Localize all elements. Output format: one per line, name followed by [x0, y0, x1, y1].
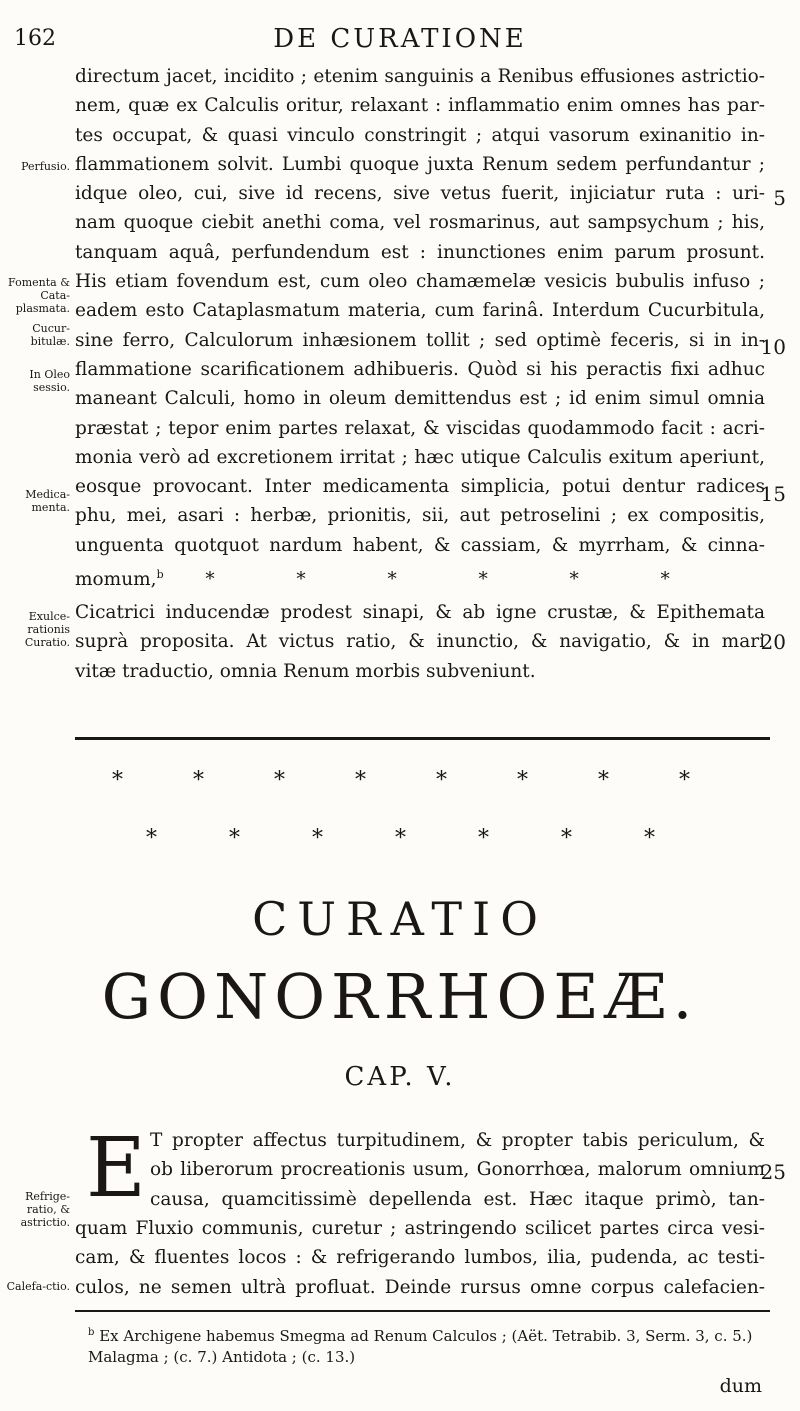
ornament-asterisk: * — [436, 768, 447, 793]
text-line: nem, quæ ex Calculis oritur, relaxant : inflammatio enim omnes has par- — [75, 95, 765, 117]
text-line: eadem esto Cataplasmatum materia, cum farinâ. Interdum Cucurbitula, — [75, 300, 765, 322]
running-head: DE CURATIONE — [273, 24, 527, 54]
line-number: 10 — [760, 335, 786, 359]
lacuna-asterisk: * — [205, 569, 215, 591]
text-line: culos, ne semen ultrà profluat. Deinde rursus omne corpus calefacien- — [75, 1276, 765, 1298]
lacuna-asterisk: * — [387, 569, 397, 591]
text-line: suprà proposita. At victus ratio, & inunctio, & navigatio, & in mari — [75, 631, 765, 653]
text-line: idque oleo, cui, sive id recens, sive vetus fuerit, injiciatur ruta : uri- — [75, 183, 765, 205]
drop-cap: E — [86, 1121, 146, 1216]
ornament-asterisk: * — [229, 826, 240, 851]
footnote-line: Malagma ; (c. 7.) Antidota ; (c. 13.) — [88, 1348, 356, 1366]
lacuna-asterisk: * — [478, 569, 488, 591]
page-number: 162 — [14, 26, 56, 51]
margin-note: Exulce-rationis Curatio. — [24, 610, 70, 649]
chapter-heading: CAP. V. — [344, 1062, 456, 1092]
text-line-with-asterisks — [75, 560, 765, 589]
text-line: tanquam aquâ, perfundendum est : inunctiones enim parum prosunt. — [75, 241, 765, 263]
section-title-line1: CURATIO — [252, 892, 548, 946]
footnote-marker: b — [156, 568, 164, 582]
line-number: 20 — [760, 630, 786, 654]
text-line: phu, mei, asari : herbæ, prionitis, sii, aut petroselini ; ex compositis, — [75, 505, 765, 527]
text-line: nam quoque ciebit anethi coma, vel rosmarinus, aut sampsychum ; his, — [75, 212, 765, 234]
ornament-asterisk: * — [478, 826, 489, 851]
margin-note: Medica-menta. — [25, 488, 70, 514]
lacuna-asterisk: * — [569, 569, 579, 591]
ornament-asterisk: * — [355, 768, 366, 793]
ornament-asterisk: * — [644, 826, 655, 851]
ornament-asterisk: * — [112, 768, 123, 793]
paragraph-cicatrix — [75, 598, 765, 686]
footnote-line — [88, 1322, 768, 1347]
margin-note: Cucur-bitulæ. — [30, 322, 70, 348]
margin-note: Refrige-ratio, & astrictio. — [20, 1190, 70, 1229]
text-line: ob liberorum procreationis usum, Gonorrhœa, malorum omnium — [150, 1159, 765, 1181]
lacuna-asterisk: * — [660, 569, 670, 591]
catchword: dum — [719, 1375, 762, 1397]
line-number: 25 — [760, 1160, 786, 1184]
text-line: eosque provocant. Inter medicamenta simplicia, potui dentur radices — [75, 476, 765, 498]
ornament-asterisk: * — [517, 768, 528, 793]
text-line: vitæ traductio, omnia Renum morbis subveniunt. — [75, 660, 536, 682]
margin-note: In Oleo sessio. — [29, 368, 70, 394]
text-line: His etiam fovendum est, cum oleo chamæmelæ vesicis bubulis infuso ; — [75, 271, 765, 293]
lacuna-asterisk: * — [296, 569, 306, 591]
line-number: 5 — [773, 186, 786, 210]
text-line: T propter affectus turpitudinem, & propter tabis periculum, & — [150, 1130, 765, 1151]
text-line: flammationem solvit. Lumbi quoque juxta Renum sedem perfundantur ; — [75, 153, 765, 175]
text-line: præstat ; tepor enim partes relaxat, & viscidas quodammodo facit : acri- — [75, 417, 765, 439]
text-line: tes occupat, & quasi vinculo constringit ; atqui vasorum exinanitio in- — [75, 124, 765, 146]
footnote — [88, 1322, 768, 1368]
footnote-text: Ex Archigene habemus Smegma ad Renum Calculos ; (Aët. Tetrabib. 3, Serm. 3, c. 5.) — [99, 1327, 753, 1345]
text-line: maneant Calculi, homo in oleum demittendus est ; id enim simul omnia — [75, 388, 765, 410]
paragraph-gonorrhoea-rest — [75, 1214, 765, 1302]
ornament-asterisk: * — [561, 826, 572, 851]
text-line: cam, & fluentes locos : & refrigerando lumbos, ilia, pudenda, ac testi- — [75, 1247, 765, 1269]
ornament-asterisk: * — [679, 768, 690, 793]
ornament-asterisk: * — [312, 826, 323, 851]
text-line: causa, quamcitissimè depellenda est. Hæc itaque primò, tan- — [150, 1188, 765, 1210]
section-rule — [75, 737, 770, 740]
section-title-line2: GONORRHOEÆ. — [101, 960, 699, 1033]
text-line: flammatione scarificationem adhibueris. Quòd si his peractis fixi adhuc — [75, 358, 765, 380]
text-fragment: momum, — [75, 569, 157, 591]
text-line: unguenta quotquot nardum habent, & cassiam, & myrrham, & cinna- — [75, 534, 765, 556]
margin-note: Calefa-ctio. — [6, 1280, 70, 1293]
paragraph-gonorrhoea-first — [150, 1126, 765, 1214]
asterisk-row-bottom — [146, 826, 655, 851]
text-line: monia verò ad excretionem irritat ; hæc utique Calculis exitum aperiunt, — [75, 446, 765, 468]
text-line: directum jacet, incidito ; etenim sanguinis a Renibus effusiones astrictio- — [75, 66, 765, 87]
footnote-marker: b — [88, 1327, 95, 1338]
text-line: quam Fluxio communis, curetur ; astringendo scilicet partes circa vesi- — [75, 1218, 765, 1239]
margin-note: Fomenta & Cata-plasmata. — [8, 276, 70, 315]
line-number: 15 — [760, 482, 786, 506]
ornament-asterisk: * — [193, 768, 204, 793]
ornament-asterisk: * — [146, 826, 157, 851]
page-header — [14, 22, 786, 62]
margin-note: Perfusio. — [21, 160, 70, 173]
paragraph-renum-curatio — [75, 62, 765, 589]
text-line: Cicatrici inducendæ prodest sinapi, & ab igne crustæ, & Epithemata — [75, 602, 765, 623]
footnote-rule — [75, 1310, 770, 1312]
asterisk-row-top — [112, 768, 690, 793]
text-line: sine ferro, Calculorum inhæsionem tollit ; sed optimè feceris, si in in- — [75, 329, 765, 351]
ornament-asterisk: * — [598, 768, 609, 793]
ornament-asterisk: * — [274, 768, 285, 793]
ornament-asterisk: * — [395, 826, 406, 851]
